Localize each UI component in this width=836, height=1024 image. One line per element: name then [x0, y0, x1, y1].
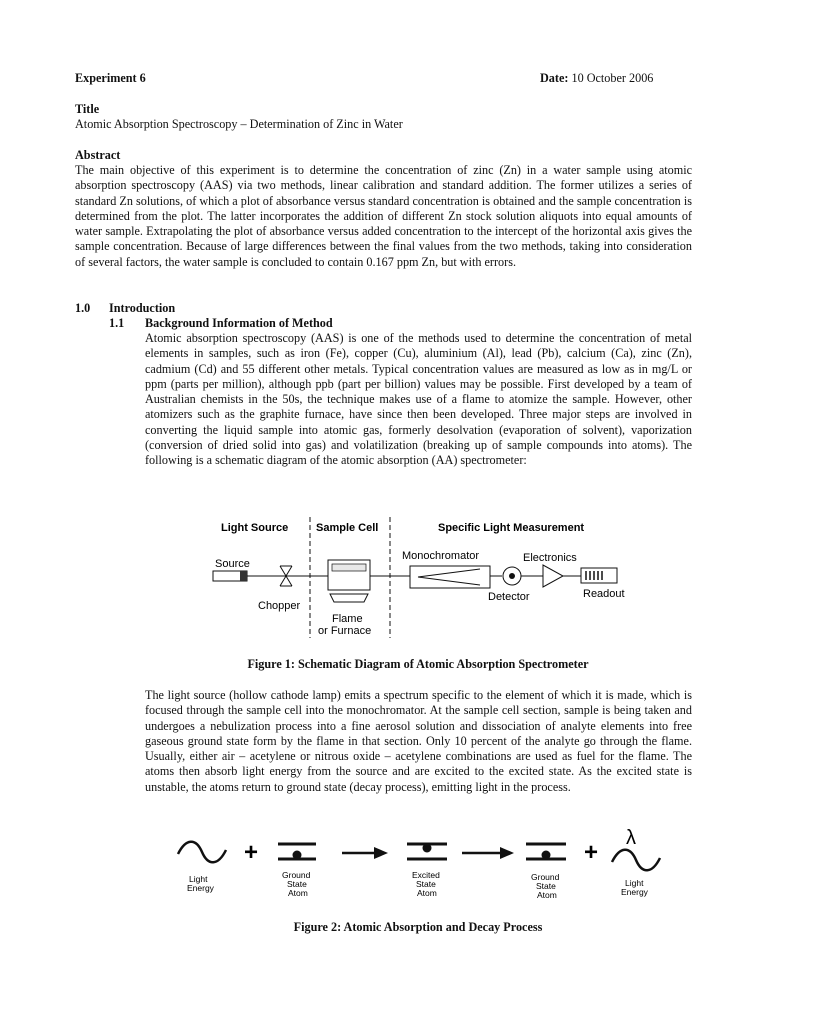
figure2-diagram	[170, 822, 670, 912]
lambda-symbol: λ	[626, 827, 636, 849]
flame-label-1: Flame	[332, 613, 363, 625]
electron-icon	[293, 851, 302, 860]
figure2-caption: Figure 2: Atomic Absorption and Decay Process	[293, 920, 543, 934]
excited-c: Atom	[417, 888, 437, 898]
arrow-right-icon	[374, 847, 388, 859]
light-wave-icon	[178, 842, 226, 863]
figure1-caption: Figure 1: Schematic Diagram of Atomic Absorption Spectrometer	[247, 657, 589, 671]
section-title: Introduction	[109, 301, 176, 315]
abstract-paragraph	[75, 163, 692, 270]
flame-label-2: or Furnace	[318, 625, 372, 637]
light-energy-2b: Energy	[621, 887, 648, 897]
title-heading: Title	[75, 102, 100, 116]
lamp-window-icon	[240, 571, 247, 581]
electronics-label: Electronics	[523, 552, 577, 564]
light-energy-2a: Light	[625, 878, 644, 888]
date-line	[540, 71, 653, 86]
ground-1c: Atom	[288, 888, 308, 898]
ground-1b: State	[287, 879, 307, 889]
intro-text-1: Atomic absorption spectroscopy (AAS) is one of the methods used to determine the concentration of metal elements in samples, such as iron (Fe), copper (Cu), aluminium (Al), lead (Pb), calcium (Ca), zinc (Zn), cadmium (Cd) and 55 different other metals. Typical concentration values are measured as low as in mg/L or ppm (parts per million), although ppb (part per billion) values may be possible. First developed by a team of Australian chemists in the 50s, the technique makes use of a flame to atomize the sample. However, other atomizers such as the graphite furnace, have since then been developed. Three major steps are involved in converting the liquid sample into atomic gas, formerly desolvation (evaporation of solvent), vaporization (conversion of dried solid into gas) and volatilization (breaking up of sample compounds into atoms). The following is a schematic diagram of the atomic absorption (AA) spectrometer:	[145, 331, 692, 468]
subsection-number: 1.1	[109, 316, 125, 330]
section-number: 1.0	[75, 301, 91, 315]
intro-paragraph-1	[145, 331, 692, 469]
light-energy-1a: Light	[189, 874, 208, 884]
light-energy-1b: Energy	[187, 883, 214, 893]
date-value: 10 October 2006	[571, 71, 654, 85]
abstract-text: The main objective of this experiment is to determine the concentration of zinc (Zn) in a water sample using atomic absorption spectroscopy (AAS) via two methods, linear calibration and standard addition. The former utilizes a series of standard Zn solutions, of which a plot of absorbance versus standard concentration is obtained and the sample concentration is determined from the plot. The latter incorporates the addition of different Zn stock solution aliquots into equal amounts of water sample. Extrapolating the plot of absorbance versus added concentration to the intercept of the horizontal axis gives the sample concentration. Because of large differences between the final values from the two methods, taking into consideration of several factors, the water sample is concluded to contain 0.167 ppm Zn, but with errors.	[75, 163, 692, 269]
abstract-heading: Abstract	[75, 148, 121, 162]
figure1-diagram	[200, 512, 625, 642]
plus-sign-2: +	[584, 839, 599, 866]
experiment-label: Experiment 6	[75, 71, 146, 85]
source-label: Source	[215, 558, 250, 570]
excited-a: Excited	[412, 870, 440, 880]
ground-2a: Ground	[531, 872, 560, 882]
intro-paragraph-2	[145, 688, 692, 795]
arrow-right-icon	[500, 847, 514, 859]
monochromator-label: Monochromator	[402, 550, 480, 562]
excited-b: State	[416, 879, 436, 889]
date-label: Date:	[540, 71, 569, 85]
ground-2c: Atom	[537, 890, 557, 900]
readout-label: Readout	[583, 588, 625, 600]
intro-text-2: The light source (hollow cathode lamp) emits a spectrum specific to the element of which it is made, which is focused through the sample cell into the monochromator. At the sample cell section, sample is being taken and undergoes a nebulization process into a fine aerosol solution and dissociation of analyte elements into free gaseous ground state form by the flame in that section. Only 10 percent of the analyte go through the flame. Usually, either air – acetylene or nitrous oxide – acetylene combinations are used as fuel for the flame. The atoms then absorb light energy from the source and are excited to the excited state. As the excited state is unstable, the atoms return to ground state (decay process), emitting light in the process.	[145, 688, 692, 794]
plus-sign-1: +	[244, 839, 259, 866]
chopper-label: Chopper	[258, 600, 301, 612]
electron-icon	[542, 851, 551, 860]
ground-1a: Ground	[282, 870, 311, 880]
specific-light-label: Specific Light Measurement	[438, 522, 585, 534]
emitted-wave-icon	[612, 850, 660, 871]
flame-base-icon	[330, 594, 368, 602]
detector-core-icon	[509, 573, 515, 579]
light-source-label: Light Source	[221, 522, 289, 534]
sample-cell-label: Sample Cell	[316, 522, 379, 534]
electron-icon	[423, 844, 432, 853]
detector-label: Detector	[488, 591, 530, 603]
amplifier-icon	[543, 565, 563, 587]
ground-2b: State	[536, 881, 556, 891]
burner-head-icon	[332, 564, 366, 571]
subsection-title: Background Information of Method	[145, 316, 333, 330]
title-text: Atomic Absorption Spectroscopy – Determination of Zinc in Water	[75, 117, 403, 131]
